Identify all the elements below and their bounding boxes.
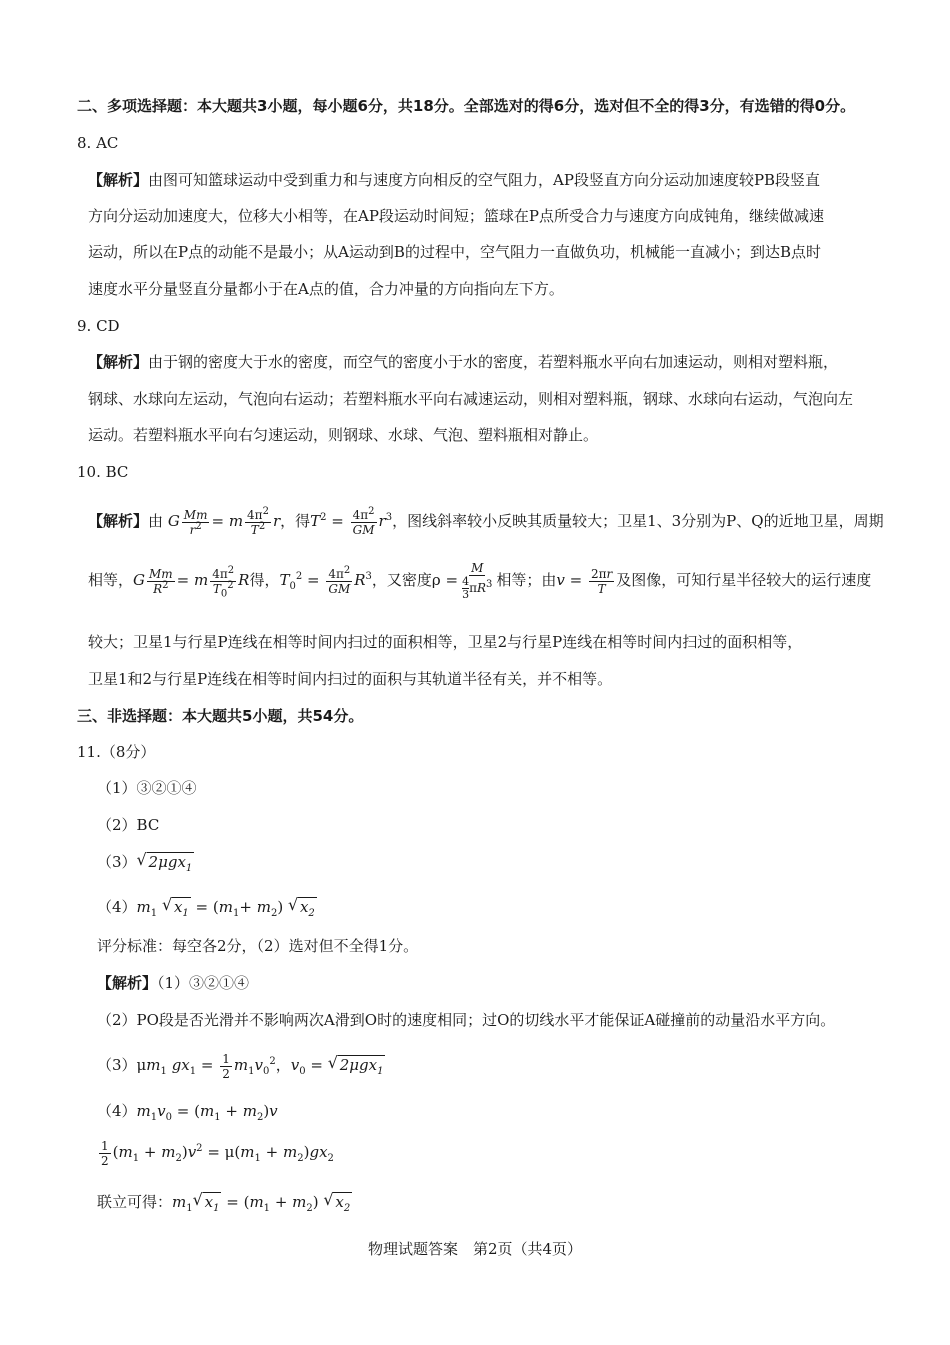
q10-text-2b: 得， [249, 571, 280, 589]
section-2-header: 二、多项选择题：本大题共3小题，每小题6分，共18分。全部选对的得6分，选对但不全的得3分，有选错的得0分。 [77, 97, 856, 115]
q8-text-1: 由图可知篮球运动中受到重力和与速度方向相反的空气阻力，AP段竖直方向分运动加速度较PB段竖直 [148, 171, 821, 189]
q10-text-2e: 及图像，可知行星半径较大的运行速度 [616, 571, 872, 589]
q10-text-2a: 相等， [88, 571, 134, 589]
q11-solution-3 [97, 1050, 385, 1081]
q8-line-1 [88, 170, 878, 190]
q10-line-2 [88, 560, 871, 601]
q11-analysis-tag: 【解析】 [97, 974, 158, 992]
velocity-formula: √ 2μgx$_1$ [137, 852, 195, 872]
q11-answer-1: （1）③②①④ [97, 779, 197, 797]
q11-solution-3-label: （3） [97, 1056, 137, 1074]
q10-text-2d: 相等；由 [496, 571, 557, 589]
section-3-header: 三、非选择题：本大题共5小题，共54分。 [77, 707, 364, 725]
q11-answer-3-label: （3） [97, 853, 137, 871]
q10-text-1b: ，得 [280, 512, 311, 530]
q11-solution-2: （2）PO段是否光滑并不影响两次A滑到O时的速度相同；过O的切线水平才能保证A碰撞前的动量沿水平方向。 [97, 1011, 836, 1029]
q9-line-1 [88, 352, 838, 372]
density-equation: M $\frac{4}{3}$ $\pi R^3$ [462, 561, 493, 601]
q11-answer-2: （2）BC [97, 816, 160, 834]
q9-text-1: 由于钢的密度大于水的密度，而空气的密度小于水的密度，若塑料瓶水平向右加速运动，则相对塑料瓶， [148, 353, 839, 371]
friction-energy-equation: $\frac{1}{2}$ $(m_1 + m_2)v^2 = \mu(m_1 + m_2)gx_2$ [101, 1138, 334, 1168]
gravity-equation-2: G $\frac{Mm}{R^2}$ = m $\frac{4\pi^2}{T_0^2}$ R [133, 564, 250, 599]
q11-title: 11.（8分） [77, 743, 156, 761]
energy-equation: $\mu m_1$ $gx_1$ = $\frac{1}{2}$ $m_1v_0^2$，$v_0$ = √ 2μgx$_1$ [137, 1056, 386, 1074]
q11-answer-4-label: （4） [97, 898, 137, 916]
q8-answer: 8. AC [77, 134, 119, 152]
q8-analysis-tag: 【解析】 [88, 171, 149, 189]
q11-solution-4 [97, 1101, 278, 1121]
q11-analysis-line-1 [97, 973, 249, 993]
q9-line-2: 钢球、水球向左运动，气泡向右运动；若塑料瓶水平向右减速运动，则相对塑料瓶，钢球、水球向右运动，气泡向左 [88, 390, 854, 408]
q10-answer: 10. BC [77, 463, 129, 481]
q10-line-3: 较大；卫星1与行星P连线在相等时间内扫过的面积相等，卫星2与行星P连线在相等时间内扫过的面积相等， [88, 633, 803, 651]
final-relation: $m_1√$ $x_1 = (m_1 + m_2)$ √ $x_2$ [172, 1193, 352, 1211]
velocity-equation: v = $\frac{2\pi r}{T}$ [556, 566, 613, 596]
q10-line-4: 卫星1和2与行星P连线在相等时间内扫过的面积与其轨道半径有关，并不相等。 [88, 670, 613, 688]
q10-text-1c: ，图线斜率较小反映其质量较大；卫星1、3分别为P、Q的近地卫星，周期 [392, 512, 884, 530]
q11-solution-1: （1）③②①④ [157, 974, 250, 992]
q10-text-1a: 由 [148, 512, 164, 530]
q11-solution-6-label: 联立可得： [97, 1193, 173, 1211]
q11-solution-4-label: （4） [97, 1102, 137, 1120]
q8-line-4: 速度水平分量竖直分量都小于在A点的值，合力冲量的方向指向左下方。 [88, 280, 564, 298]
q11-answer-3 [97, 852, 194, 872]
q11-solution-6 [97, 1192, 352, 1212]
q10-analysis-tag: 【解析】 [88, 512, 149, 530]
q8-line-2: 方向分运动加速度大，位移大小相等，在AP段运动时间短；篮球在P点所受合力与速度方向成钝角，继续做减速 [88, 207, 825, 225]
momentum-conservation: $m_1v_0 = (m_1 + m_2)v$ [136, 1102, 278, 1123]
q11-solution-5 [97, 1136, 334, 1168]
q10-line-1 [88, 505, 884, 537]
q10-text-2c: ，又密度ρ = [371, 571, 459, 589]
momentum-relation: $m_1$ √ $x_1 = (m_1+ m_2)$ √ $x_2$ [137, 898, 317, 916]
q9-answer: 9. CD [77, 317, 120, 335]
period-equation-1: $T^2$ = $\frac{4\pi^2}{GM}$ $r^3$ [310, 505, 393, 537]
q8-line-3: 运动，所以在P点的动能不是最小；从A运动到B的过程中，空气阻力一直做负功，机械能一直减小；到达B点时 [88, 243, 821, 261]
page-footer: 物理试题答案 第2页（共4页） [367, 1240, 583, 1258]
period-equation-2: $T_0^2$ = $\frac{4\pi^2}{GM}$ $R^3$ [279, 564, 372, 596]
q9-analysis-tag: 【解析】 [88, 353, 149, 371]
q11-scoring: 评分标准：每空各2分，（2）选对但不全得1分。 [97, 937, 419, 955]
q11-answer-4 [97, 897, 317, 917]
gravity-equation-1: G $\frac{Mm}{r^2}$ = m $\frac{4\pi^2}{T^2}$ r [167, 505, 281, 537]
q9-line-3: 运动。若塑料瓶水平向右匀速运动，则钢球、水球、气泡、塑料瓶相对静止。 [88, 426, 599, 444]
